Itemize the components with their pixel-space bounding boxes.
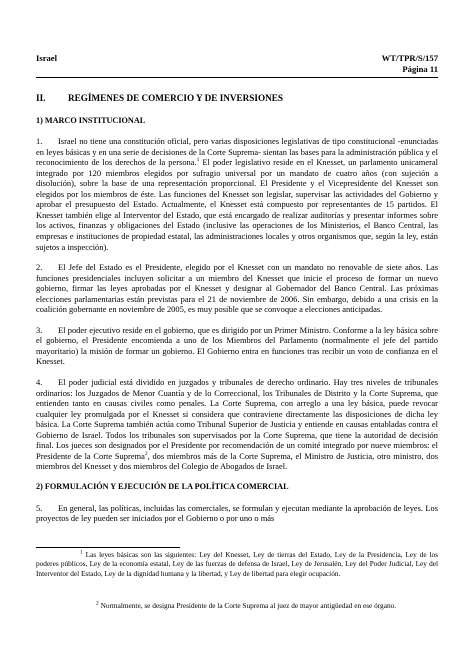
subsection-heading-1 [36, 116, 438, 127]
paragraph-text: Israel no tiene una constitución oficial, pero varias disposiciones legislativas de tipo constitucional -enunciadas en leyes básicas y en una serie de decisiones de la Corte Suprema- sientan las bases para la administración pública y el reconocimiento de los derechos de la persona. [36, 136, 438, 168]
page-number: Página 11 [402, 64, 438, 74]
paragraph-number: 3. [36, 324, 43, 335]
subsection-title: MARCO INSTITUCIONAL [44, 115, 146, 125]
header-country: Israel [36, 53, 58, 63]
section-title: REGÍMENES DE COMERCIO Y DE INVERSIONES [68, 93, 284, 103]
paragraph-2 [36, 262, 438, 315]
document-body [36, 93, 438, 524]
footnote-mark: 2 [96, 600, 99, 607]
paragraph-number: 4. [36, 377, 43, 388]
subsection-heading-2 [36, 482, 438, 493]
paragraph-text: En general, las políticas, incluidas las comerciales, se formulan y ejecutan mediante la aprobación de leyes. Los proyectos de ley pueden ser iniciados por el Gobierno o por uno o más [36, 502, 438, 524]
paragraph-number: 2. [36, 262, 43, 273]
footnote-separator [36, 547, 180, 548]
paragraph-1 [36, 136, 438, 252]
footnote-mark: 1 [80, 549, 83, 556]
paragraph-text: , dos miembros más de la Corte Suprema, el Ministro de Justicia, otro ministro, dos miembros del Knesset y dos miembros del Colegio de Abogados de Israel. [36, 450, 438, 472]
paragraph-text: El Jefe del Estado es el Presidente, elegido por el Knesset con un mandato no renovable de siete años. Las funciones presidenciales incluyen solicitar a un miembro del Knesset que inicie el proceso de formar un nuevo gobierno, firmar las leyes aprobadas por el Knesset y designar al Gobernador del Banco Central. Las próximas elecciones parlamentarias están previstas para el 21 de noviembre de 2006. Sin embargo, debido a una crisis en la coalición gobernante en noviembre de 2005, es muy posible que se convoque a elecciones anticipadas. [36, 262, 438, 315]
section-number: II. [36, 93, 46, 103]
footnote-text: Las leyes básicas son las siguientes: Ley del Knesset, Ley de tierras del Estado, Ley de la Presidencia, Ley de los poderes públicos, Ley de la economía estatal, Ley de las fuerzas de defensa de Israel, Ley de Jerusalén, Ley del Poder Judicial, Ley del Interventor del Estado, Ley de la dignidad humana y la libertad, y Ley de libertad para elegir ocupación. [36, 550, 438, 578]
paragraph-text: El poder legislativo reside en el Knesset, un parlamento unicameral integrado por 120 miembros elegidos por sufragio universal por un mandato de cuatro años (con sujeción a disolución), sobre la base de una representación proporcional. El Presidente y el Vicepresidente del Knesset son elegidos por los miembros de éste. Las funciones del Knesset son legislar, supervisar las actividades del Gobierno y aprobar el presupuesto del Estado. Actualmente, el Knesset está compuesto por representantes de 15 partidos. El Knesset también elige al Interventor del Estado, que está encargado de realizar auditorías y presentar informes sobre los activos, finanzas y obligaciones del Estado (inclusive las operaciones de los Ministerios, el Banco Central, las empresas e instituciones de propiedad estatal, las administraciones locales y otros organismos que, según la ley, están sujetos a inspección). [36, 157, 438, 252]
paragraph-4 [36, 377, 438, 472]
page-header [36, 53, 438, 77]
subsection-title: FORMULACIÓN Y EJECUCIÓN DE LA POLÍTICA COMERCIAL [44, 481, 289, 491]
paragraph-5 [36, 503, 438, 524]
subsection-number: 2) [36, 481, 43, 491]
header-reference [382, 53, 438, 75]
header-rule [36, 77, 438, 78]
paragraph-text: El poder ejecutivo reside en el gobierno, que es dirigido por un Primer Ministro. Conforme a la ley básica sobre el gobierno, el Presidente encomienda a uno de los Miembros del Parlamento (normalmente el jefe del partido mayoritario) la misión de formar un gobierno. El Gobierno entra en funciones tras recibir un voto de confianza en el Knesset. [36, 324, 438, 367]
footnote-text: Normalmente, se designa Presidente de la Corte Suprema al juez de mayor antigüedad en ese órgano. [98, 601, 397, 610]
section-heading [36, 93, 438, 104]
footnote-ref[interactable]: 1 [196, 157, 200, 164]
footnote-2 [36, 601, 438, 610]
document-symbol: WT/TPR/S/157 [381, 53, 438, 63]
paragraph-number: 5. [36, 502, 43, 513]
subsection-number: 1) [36, 115, 43, 125]
paragraph-number: 1. [36, 136, 43, 147]
footnote-ref[interactable]: 2 [144, 451, 148, 458]
paragraph-3 [36, 325, 438, 367]
paragraph-text: El poder judicial está dividido en juzgados y tribunales de derecho ordinario. Hay tres niveles de tribunales ordinarios: los Juzgados de Menor Cuantía y de lo Correccional, los Tribunales de Distrito y la Corte Suprema, que entienden tanto en causas civiles como penales. La Corte Suprema, con arreglo a una ley básica, puede revocar cualquier ley promulgada por el Knesset si considera que contraviene directamente las disposiciones de dicha ley básica. La Corte Suprema también actúa como Tribunal Superior de Justicia y entiende en causas entabladas contra el Gobierno de Israel. Todos los tribunales son supervisados por la Corte Suprema, que tiene la autoridad de decisión final. Los jueces son designados por el Presidente por recomendación de un comité integrado por nueve miembros: el Presidente de la Corte Suprema [36, 377, 438, 461]
footnote-1 [36, 550, 438, 578]
